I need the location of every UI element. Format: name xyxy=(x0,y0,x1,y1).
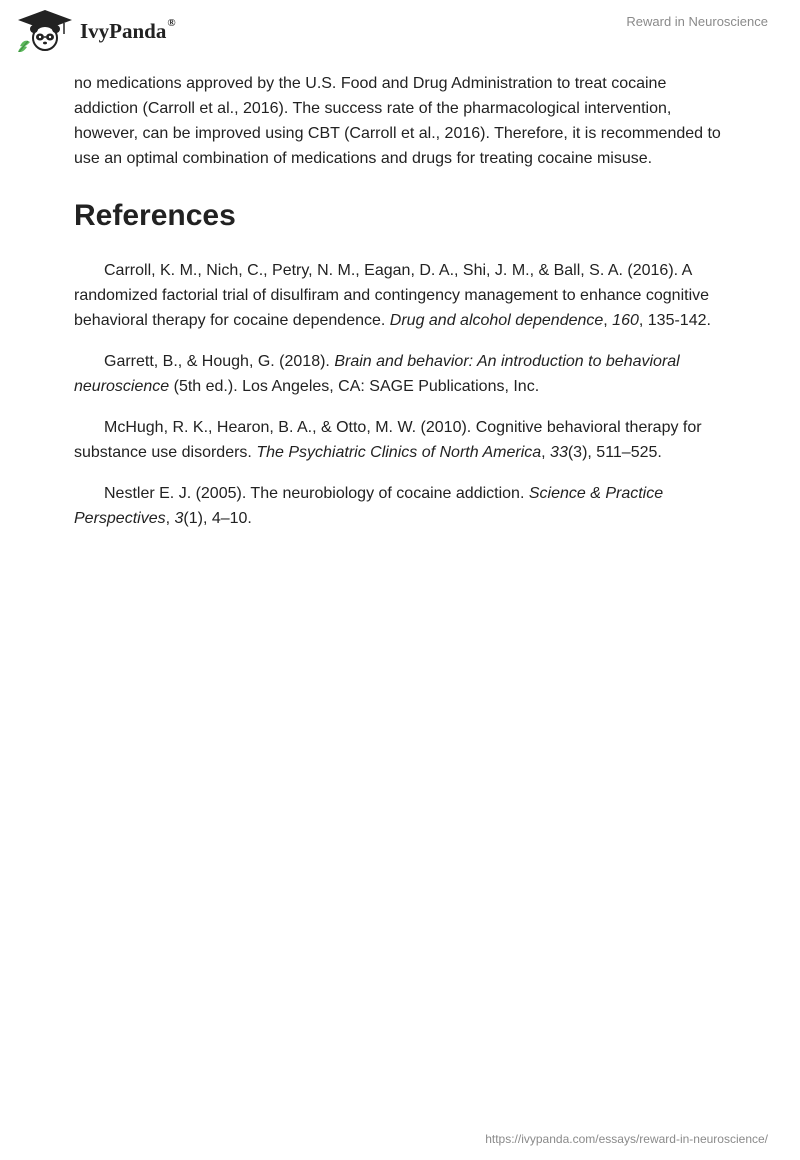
reference-item xyxy=(74,349,734,399)
reference-item xyxy=(74,415,734,465)
brand-name xyxy=(80,16,176,44)
ref-volume: 33 xyxy=(550,444,568,461)
ref-text: Nestler E. J. (2005). The neurobiology of cocaine addiction. xyxy=(104,485,529,502)
page-header xyxy=(0,0,800,70)
ref-source-title: Brain and behavior: An introduction to behavioral neuroscience xyxy=(74,353,680,395)
ref-text: (1), 4–10. xyxy=(183,510,252,527)
ref-text: , 135-142. xyxy=(638,312,711,329)
main-content xyxy=(74,71,734,547)
reference-item xyxy=(74,258,734,333)
ref-text: (3), 511–525. xyxy=(567,444,662,461)
ref-text: , xyxy=(541,444,551,461)
ref-text: (5th ed.). Los Angeles, CA: SAGE Publications, Inc. xyxy=(169,378,540,395)
registered-mark: ® xyxy=(167,16,176,29)
ref-volume: 3 xyxy=(174,510,184,527)
reference-list xyxy=(74,258,734,531)
reference-item xyxy=(74,481,734,531)
closing-paragraph: no medications approved by the U.S. Food and Drug Administration to treat cocaine addiction (Carroll et al., 2016). The success rate of the pharmacological intervention, however, can be improved using CBT (Carroll et al., 2016). Therefore, it is recommended to use an optimal combination of medications and drugs for treating cocaine misuse. xyxy=(74,75,721,167)
ref-source-title: Drug and alcohol dependence xyxy=(389,312,604,329)
document-title: Reward in Neuroscience xyxy=(626,14,768,29)
ref-text: Carroll, K. M., Nich, C., Petry, N. M., Eagan, D. A., Shi, J. M., & Ball, S. A. (2016). A randomized factorial trial of disulfiram and contingency management to enhance cognitive behavioral therapy for cocaine dependence. xyxy=(74,262,710,329)
ref-source-title: Science & Practice Perspectives xyxy=(74,485,664,527)
ref-text: Garrett, B., & Hough, G. (2018). xyxy=(104,353,335,370)
brand-name-text: IvyPanda xyxy=(80,18,167,43)
ref-text: , xyxy=(165,510,175,527)
footer-source-url[interactable]: https://ivypanda.com/essays/reward-in-neuroscience/ xyxy=(485,1132,768,1146)
ivypanda-logo[interactable] xyxy=(16,8,176,52)
ref-text: McHugh, R. K., Hearon, B. A., & Otto, M. W. (2010). Cognitive behavioral therapy for substance use disorders. xyxy=(74,419,702,461)
references-heading: References xyxy=(74,199,236,232)
ref-text: , xyxy=(603,312,613,329)
ref-source-title: The Psychiatric Clinics of North America xyxy=(256,444,542,461)
panda-graduation-cap-icon xyxy=(16,8,74,52)
ref-volume: 160 xyxy=(612,312,639,329)
